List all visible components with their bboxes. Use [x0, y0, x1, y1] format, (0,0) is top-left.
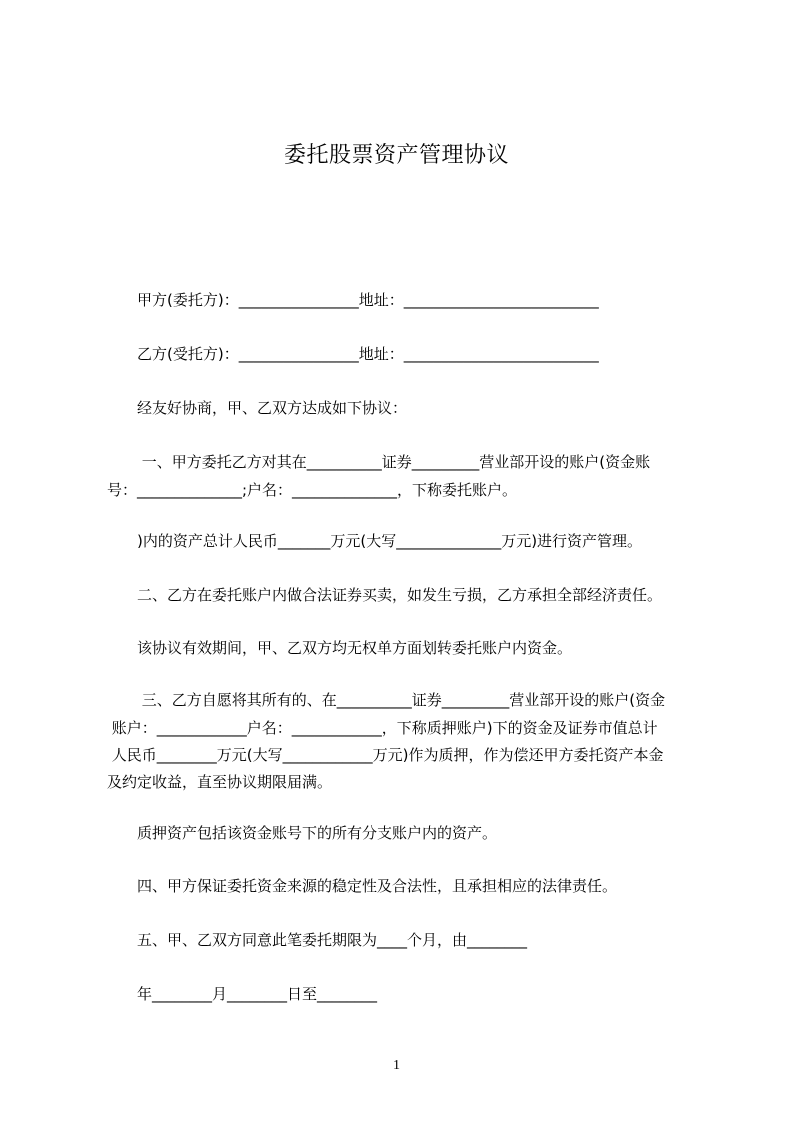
clause-four-line: 四、甲方保证委托资金来源的稳定性及合法性，且承担相应的法律责任。 — [107, 877, 618, 895]
clause-three-line-4: 及约定收益，直至协议期限届满。 — [107, 773, 333, 791]
clause-one-line-1: 一、甲方委托乙方对其在__________证券_________营业部开设的账户(资金账 — [107, 453, 651, 471]
party-a-line: 甲方(委托方)：________________地址：__________________________ — [107, 291, 599, 309]
clause-one-line-2: 号：______________;户名：______________，下称委托账户。 — [107, 481, 518, 499]
clause-three-line-1: 三、乙方自愿将其所有的、在__________证券_________营业部开设的账户(资金 — [107, 691, 666, 709]
document-title: 委托股票资产管理协议 — [283, 143, 509, 168]
clause-two-note: 该协议有效期间，甲、乙双方均无权单方面划转委托账户内资金。 — [107, 639, 573, 657]
clause-one-line-3: )内的资产总计人民币_______万元(大写______________万元)进行资产管理。 — [107, 532, 643, 550]
clause-three-line-3: 人民币________万元(大写____________万元)作为质押，作为偿还甲方委托资产本金 — [107, 746, 664, 764]
party-b-line: 乙方(受托方)：________________地址：__________________________ — [107, 345, 599, 363]
preamble-line: 经友好协商，甲、乙双方达成如下协议： — [107, 399, 408, 417]
clause-two-line: 二、乙方在委托账户内做合法证券买卖，如发生亏损，乙方承担全部经济责任。 — [107, 586, 663, 604]
clause-three-note: 质押资产包括该资金账号下的所有分支账户内的资产。 — [107, 824, 498, 842]
clause-three-line-2: 账户：____________户名：____________，下称质押账户)下的资金及证券市值总计 — [107, 719, 658, 737]
clause-five-line-2: 年________月________日至________ — [107, 985, 378, 1003]
page-number: 1 — [393, 1058, 400, 1073]
clause-five-line-1: 五、甲、乙双方同意此笔委托期限为____个月，由________ — [107, 931, 528, 949]
